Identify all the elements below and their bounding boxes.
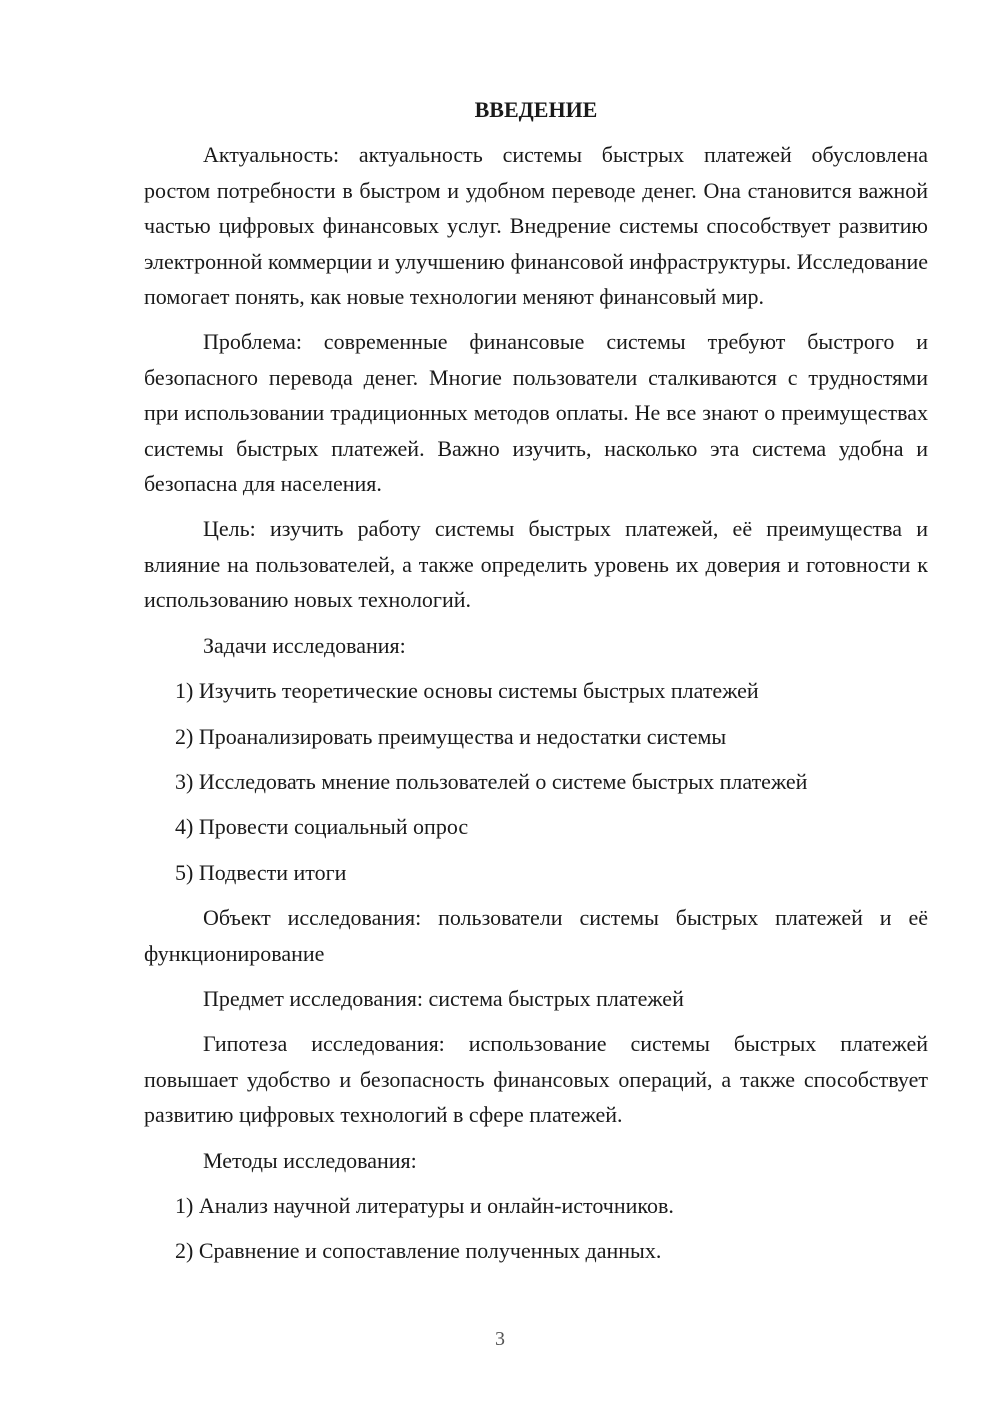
goal-paragraph: Цель: изучить работу системы быстрых платежей, её преимущества и влияние на пользователей, а также определить уровень их доверия и готовности к использованию новых технологий.: [144, 516, 928, 613]
object-paragraph: Объект исследования: пользователи системы быстрых платежей и её функционирование: [144, 905, 928, 966]
page-number: 3: [495, 1328, 505, 1350]
relevance-paragraph: Актуальность: актуальность системы быстрых платежей обусловлена ростом потребности в быстром и удобном переводе денег. Она становится важной частью цифровых финансовых услуг. Внедрение системы способствует развитию электронной коммерции и улучшению финансовой инфраструктуры. Исследование помогает понять, как новые технологии меняют финансовый мир.: [144, 142, 928, 310]
list-item: 4) Провести социальный опрос: [175, 814, 469, 840]
methods-list: [144, 1188, 928, 1269]
subject-paragraph: Предмет исследования: система быстрых платежей: [203, 985, 684, 1011]
tasks-heading: Задачи исследования:: [203, 632, 406, 658]
list-item: 2) Сравнение и сопоставление полученных данных.: [175, 1238, 662, 1264]
list-item: 3) Исследовать мнение пользователей о системе быстрых платежей: [175, 768, 808, 794]
hypothesis-paragraph: Гипотеза исследования: использование системы быстрых платежей повышает удобство и безопасность финансовых операций, а также способствует развитию цифровых технологий в сфере платежей.: [144, 1031, 928, 1128]
tasks-list: [144, 673, 928, 890]
problem-paragraph: Проблема: современные финансовые системы требуют быстрого и безопасного перевода денег. Многие пользователи сталкиваются с трудностями при использовании традиционных методов оплаты. Не все знают о преимуществах системы быстрых платежей. Важно изучить, насколько эта система удобна и безопасна для населения.: [144, 329, 928, 497]
list-item: 1) Анализ научной литературы и онлайн-источников.: [175, 1192, 674, 1218]
list-item: 2) Проанализировать преимущества и недостатки системы: [175, 723, 727, 749]
list-item: 1) Изучить теоретические основы системы быстрых платежей: [175, 678, 759, 704]
methods-heading: Методы исследования:: [203, 1147, 417, 1173]
document-page: [144, 92, 928, 1279]
section-title: ВВЕДЕНИЕ: [474, 97, 598, 122]
list-item: 5) Подвести итоги: [175, 859, 347, 885]
